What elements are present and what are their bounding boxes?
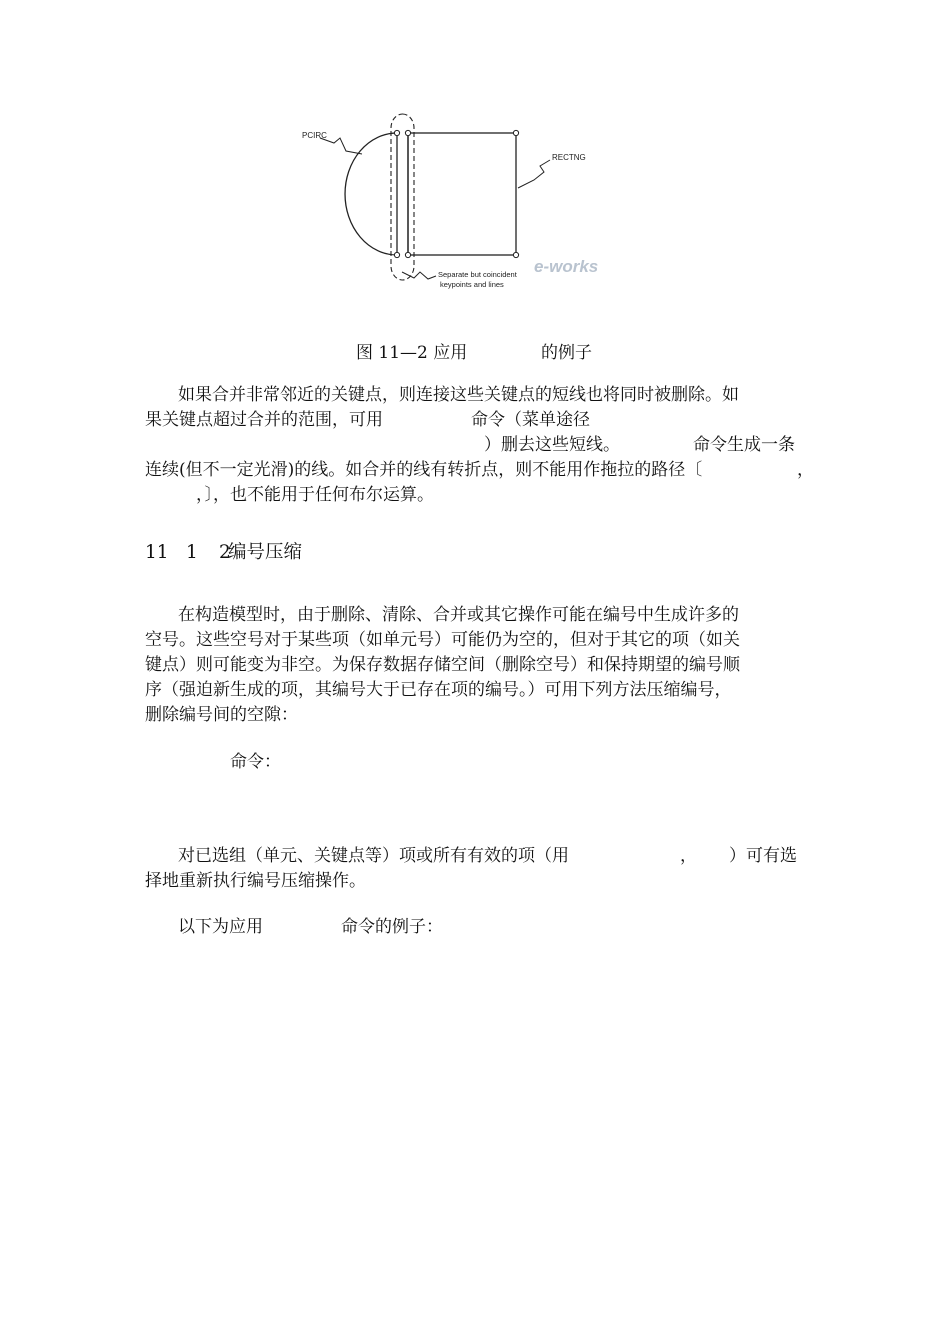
para1-line5: ，〕，也不能用于任何布尔运算。 xyxy=(196,485,434,505)
keypoint-marker xyxy=(513,130,518,135)
caption-suffix: 的例子 xyxy=(541,343,592,363)
rectng-rectangle xyxy=(408,133,516,255)
section-number-1: 11 xyxy=(145,542,169,563)
para4-suffix: 命令的例子： xyxy=(341,917,443,937)
para1-line1: 如果合并非常邻近的关键点，则连接这些关键点的短线也将同时被删除。如 xyxy=(178,385,739,405)
para1-line4a: 连续(但不一定光滑)的线。如合并的线有转折点，则不能用作拖拉的路径〔 xyxy=(145,460,703,480)
command-label: 命令： xyxy=(230,752,281,772)
pcirc-leader xyxy=(320,138,362,154)
para1-line3b: 命令生成一条 xyxy=(693,435,795,455)
section-number-3: 2 xyxy=(219,542,231,563)
keypoint-marker xyxy=(394,252,399,257)
keypoint-marker xyxy=(394,130,399,135)
para3-line1c: ）可有选 xyxy=(729,846,797,866)
para3-line1a: 对已选组（单元、关键点等）项或所有有效的项（用 xyxy=(178,846,569,866)
para1-line4b: ， xyxy=(797,460,814,480)
rectng-leader xyxy=(518,160,550,188)
para1-line2b: 命令（菜单途径 xyxy=(471,410,590,430)
rectng-label: RECTNG xyxy=(552,153,586,162)
keypoint-marker xyxy=(405,252,410,257)
para3-line2: 择地重新执行编号压缩操作。 xyxy=(145,871,366,891)
para2-line1: 在构造模型时，由于删除、清除、合并或其它操作可能在编号中生成许多的 xyxy=(178,605,739,625)
note-leader xyxy=(402,272,436,279)
para2-line2: 空号。这些空号对于某些项（如单元号）可能仍为空的，但对于其它的项（如关 xyxy=(145,630,740,650)
para2-line3: 键点）则可能变为非空。为保存数据存储空间（删除空号）和保持期望的编号顺 xyxy=(145,655,740,675)
figure-caption xyxy=(0,336,950,362)
para2-line5: 删除编号间的空隙： xyxy=(145,705,298,725)
keypoint-marker xyxy=(513,252,518,257)
para4-prefix: 以下为应用 xyxy=(178,917,263,937)
para2-line4: 序（强迫新生成的项，其编号大于已存在项的编号。）可用下列方法压缩编号， xyxy=(145,680,732,700)
para1-line2a: 果关键点超过合并的范围，可用 xyxy=(145,410,383,430)
figure-diagram xyxy=(290,108,640,303)
note-label-line1: Separate but coincident xyxy=(438,270,517,279)
figure-keypoint-merge xyxy=(290,108,640,303)
section-title: 编号压缩 xyxy=(228,542,303,563)
pcirc-arc xyxy=(345,133,397,255)
para1-line3a: ）删去这些短线。 xyxy=(484,435,620,455)
caption-prefix: 图 11—2 应用 xyxy=(356,343,468,363)
para3-line1b: ， xyxy=(680,846,697,866)
section-number-2: 1 xyxy=(186,542,198,563)
watermark-logo: e-works xyxy=(534,257,599,276)
pcirc-label: PCIRC xyxy=(302,131,327,140)
keypoint-marker xyxy=(405,130,410,135)
note-label-line2: keypoints and lines xyxy=(440,280,504,289)
